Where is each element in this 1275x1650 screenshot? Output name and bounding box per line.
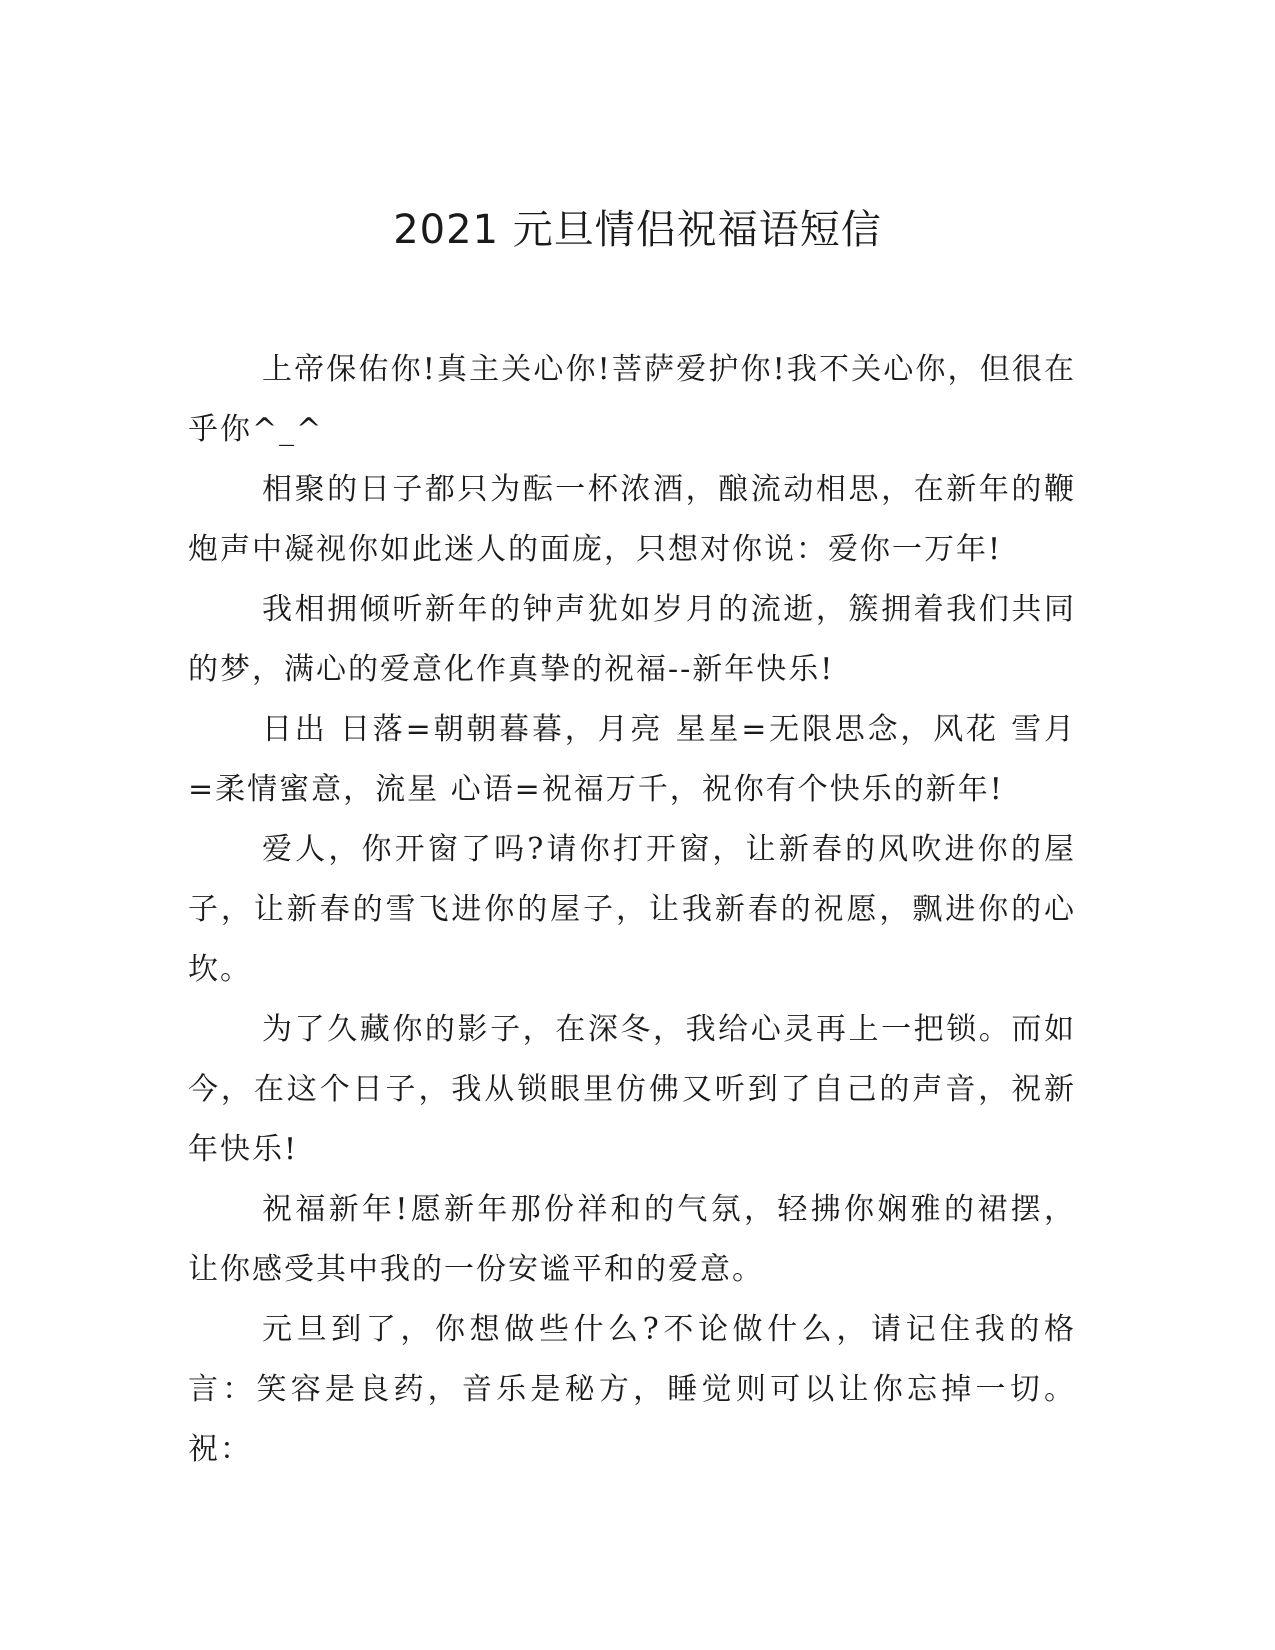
paragraph-2: 相聚的日子都只为酝一杯浓酒，酿流动相思，在新年的鞭炮声中凝视你如此迷人的面庞，只想对你说：爱你一万年! xyxy=(188,472,1076,567)
paragraph-8: 元旦到了，你想做些什么?不论做什么，请记住我的格言：笑容是良药，音乐是秘方，睡觉则可以让你忘掉一切。祝： xyxy=(188,1312,1076,1467)
paragraph-1: 上帝保佑你!真主关心你!菩萨爱护你!我不关心你，但很在乎你^_^ xyxy=(188,352,1076,447)
paragraph-4: 日出 日落=朝朝暮暮，月亮 星星=无限思念，风花 雪月=柔情蜜意，流星 心语=祝福万千，祝你有个快乐的新年! xyxy=(188,712,1076,807)
document-title: 2021 元旦情侣祝福语短信 xyxy=(393,207,882,253)
document-body xyxy=(188,340,1076,1480)
paragraph-5: 爱人，你开窗了吗?请你打开窗，让新春的风吹进你的屋子，让新春的雪飞进你的屋子，让我新春的祝愿，飘进你的心坎。 xyxy=(188,832,1076,987)
paragraph-6: 为了久藏你的影子，在深冬，我给心灵再上一把锁。而如今，在这个日子，我从锁眼里仿佛又听到了自己的声音，祝新年快乐! xyxy=(188,1012,1076,1167)
paragraph-7: 祝福新年!愿新年那份祥和的气氛，轻拂你娴雅的裙摆，让你感受其中我的一份安谧平和的爱意。 xyxy=(188,1192,1076,1287)
paragraph-3: 我相拥倾听新年的钟声犹如岁月的流逝，簇拥着我们共同的梦，满心的爱意化作真挚的祝福--新年快乐! xyxy=(188,592,1076,687)
